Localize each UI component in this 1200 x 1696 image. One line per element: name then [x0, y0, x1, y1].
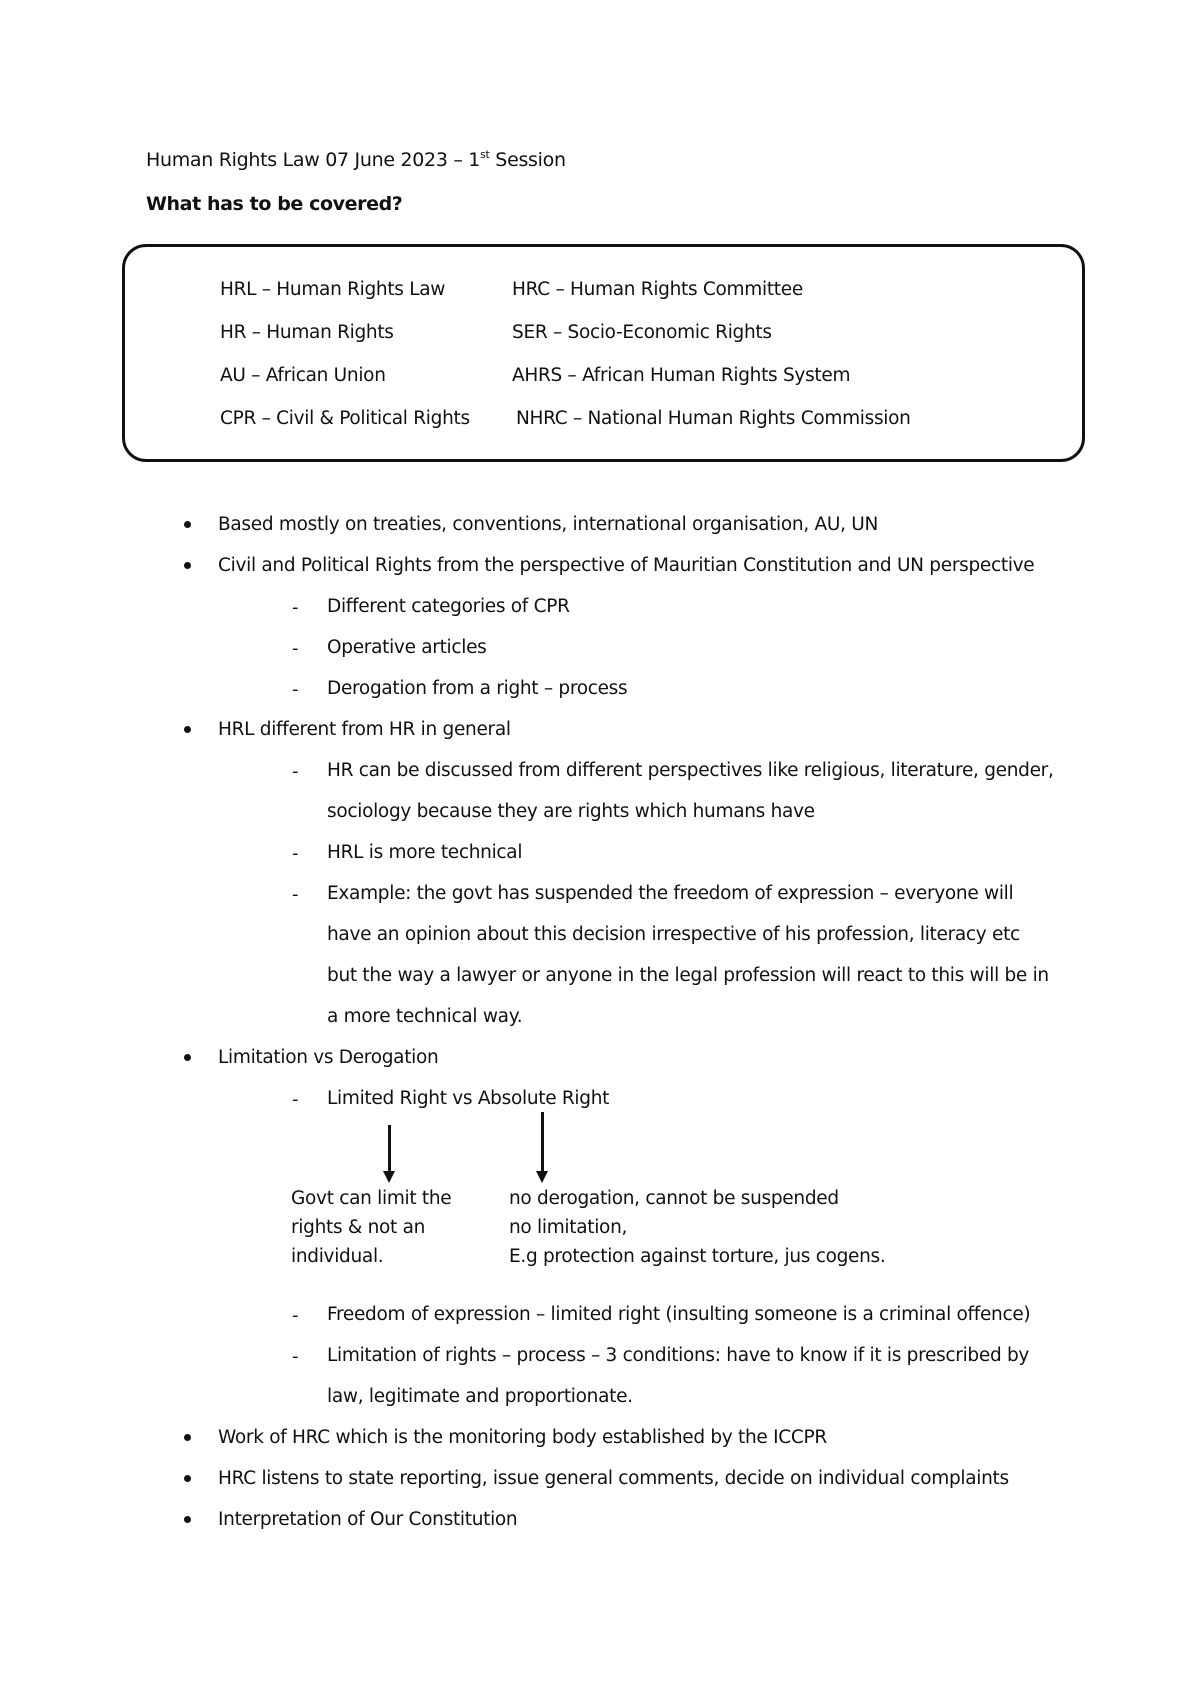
- dash-marker: -: [292, 1305, 299, 1326]
- bullet-item: Limitation vs Derogation: [218, 1047, 439, 1068]
- dash-marker: -: [292, 597, 299, 618]
- sub-item: Example: the govt has suspended the freedom of expression – everyone will: [327, 883, 1014, 904]
- limited-right-note: rights & not an: [291, 1217, 426, 1238]
- bullet-dot: [184, 562, 191, 569]
- bullet-dot: [184, 1475, 191, 1482]
- title-superscript: st: [480, 148, 490, 161]
- title-tail: Session: [489, 149, 566, 171]
- limited-right-note: individual.: [291, 1246, 384, 1267]
- sub-item: Derogation from a right – process: [327, 678, 628, 699]
- sub-item-continuation: but the way a lawyer or anyone in the legal profession will react to this will be in: [327, 965, 1049, 986]
- sub-item-continuation: sociology because they are rights which humans have: [327, 801, 815, 822]
- bullet-item: HRL different from HR in general: [218, 719, 511, 740]
- sub-item: HRL is more technical: [327, 842, 523, 863]
- sub-item-continuation: a more technical way.: [327, 1006, 523, 1027]
- bullet-item: Civil and Political Rights from the perspective of Mauritian Constitution and UN perspective: [218, 555, 1035, 576]
- bullet-item: HRC listens to state reporting, issue general comments, decide on individual complaints: [218, 1468, 1009, 1489]
- sub-item: Limited Right vs Absolute Right: [327, 1088, 610, 1109]
- abbreviations-box: [122, 244, 1085, 462]
- absolute-right-note: no limitation,: [509, 1217, 628, 1238]
- dash-marker: -: [292, 761, 299, 782]
- bullet-dot: [184, 1054, 191, 1061]
- bullet-item: Based mostly on treaties, conventions, international organisation, AU, UN: [218, 514, 879, 535]
- sub-item: Limitation of rights – process – 3 conditions: have to know if it is prescribed by: [327, 1345, 1030, 1366]
- dash-marker: -: [292, 884, 299, 905]
- sub-item: Freedom of expression – limited right (insulting someone is a criminal offence): [327, 1304, 1031, 1325]
- abbreviation-item: HRC – Human Rights Committee: [512, 279, 803, 300]
- dash-marker: -: [292, 843, 299, 864]
- abbreviation-item: SER – Socio-Economic Rights: [512, 322, 772, 343]
- absolute-right-note: no derogation, cannot be suspended: [509, 1188, 839, 1209]
- abbreviation-item: HRL – Human Rights Law: [220, 279, 446, 300]
- bullet-dot: [184, 1516, 191, 1523]
- abbreviation-item: AHRS – African Human Rights System: [512, 365, 851, 386]
- dash-marker: -: [292, 679, 299, 700]
- bullet-dot: [184, 726, 191, 733]
- sub-item: HR can be discussed from different perspectives like religious, literature, gender,: [327, 760, 1054, 781]
- arrow-down-icon: [388, 1125, 391, 1173]
- sub-item: Operative articles: [327, 637, 487, 658]
- abbreviation-item: NHRC – National Human Rights Commission: [516, 408, 911, 429]
- bullet-dot: [184, 1434, 191, 1441]
- abbreviation-item: CPR – Civil & Political Rights: [220, 408, 470, 429]
- bullet-item: Work of HRC which is the monitoring body established by the ICCPR: [218, 1427, 827, 1448]
- sub-item: Different categories of CPR: [327, 596, 570, 617]
- sub-item-continuation: have an opinion about this decision irrespective of his profession, literacy etc: [327, 924, 1020, 945]
- limited-right-note: Govt can limit the: [291, 1188, 452, 1209]
- bullet-dot: [184, 521, 191, 528]
- absolute-right-note: E.g protection against torture, jus cogens.: [509, 1246, 886, 1267]
- section-heading: What has to be covered?: [146, 193, 403, 215]
- title-text: Human Rights Law 07 June 2023 – 1: [146, 149, 481, 171]
- arrow-down-icon: [541, 1112, 544, 1173]
- dash-marker: -: [292, 1089, 299, 1110]
- document-title: [146, 148, 566, 171]
- dash-marker: -: [292, 1346, 299, 1367]
- abbreviation-item: HR – Human Rights: [220, 322, 394, 343]
- bullet-item: Interpretation of Our Constitution: [218, 1509, 518, 1530]
- sub-item-continuation: law, legitimate and proportionate.: [327, 1386, 633, 1407]
- dash-marker: -: [292, 638, 299, 659]
- abbreviation-item: AU – African Union: [220, 365, 386, 386]
